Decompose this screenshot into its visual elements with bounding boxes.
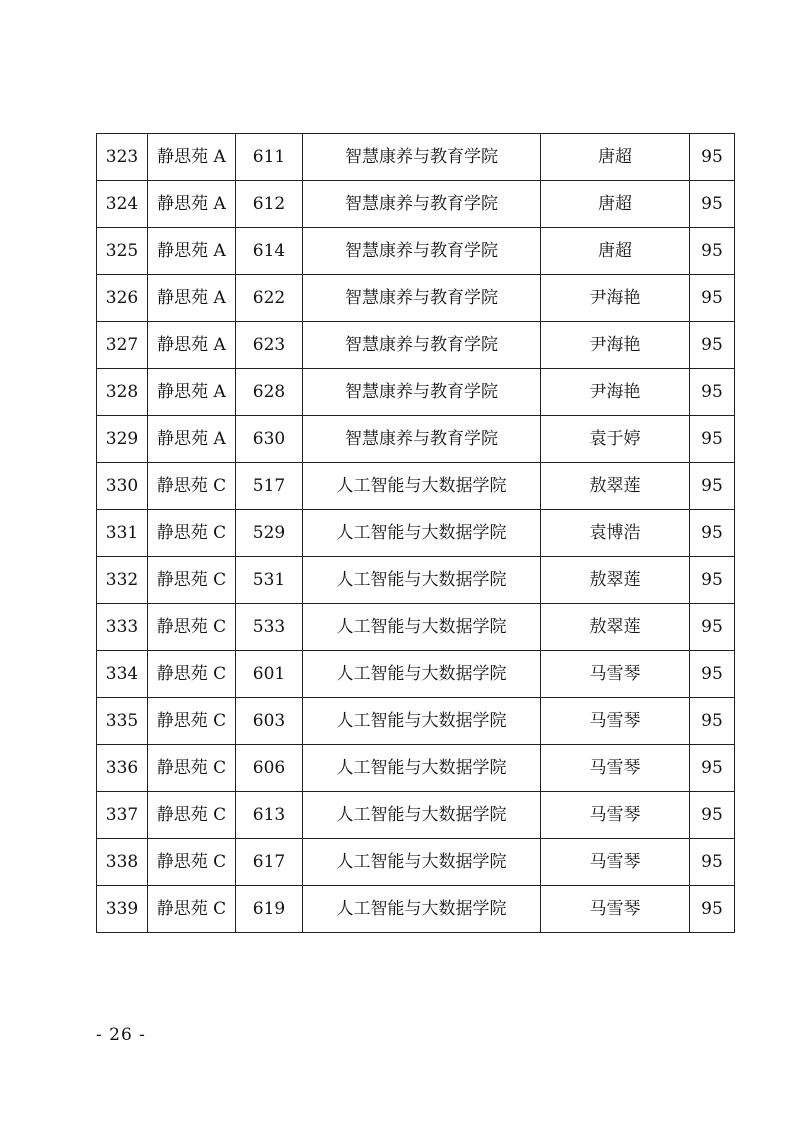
building-cell: 静思苑 C [148,510,236,557]
college-cell: 人工智能与大数据学院 [303,792,541,839]
building-cell: 静思苑 C [148,792,236,839]
score-cell: 95 [690,604,735,651]
table-row [97,322,735,369]
room-number-cell: 601 [236,651,303,698]
building-cell: 静思苑 A [148,416,236,463]
staff-name-cell: 敖翠莲 [541,557,690,604]
row-number-cell: 333 [97,604,148,651]
score-cell: 95 [690,369,735,416]
room-number-cell: 622 [236,275,303,322]
building-cell: 静思苑 C [148,886,236,933]
row-number-cell: 324 [97,181,148,228]
college-cell: 人工智能与大数据学院 [303,886,541,933]
dormitory-score-table [96,133,735,933]
room-number-cell: 614 [236,228,303,275]
score-cell: 95 [690,463,735,510]
staff-name-cell: 马雪琴 [541,745,690,792]
building-cell: 静思苑 A [148,275,236,322]
score-cell: 95 [690,228,735,275]
row-number-cell: 334 [97,651,148,698]
row-number-cell: 328 [97,369,148,416]
staff-name-cell: 尹海艳 [541,275,690,322]
building-cell: 静思苑 C [148,651,236,698]
score-cell: 95 [690,181,735,228]
building-cell: 静思苑 C [148,698,236,745]
table-row [97,839,735,886]
staff-name-cell: 唐超 [541,228,690,275]
row-number-cell: 336 [97,745,148,792]
row-number-cell: 332 [97,557,148,604]
table-row [97,604,735,651]
building-cell: 静思苑 A [148,134,236,181]
room-number-cell: 517 [236,463,303,510]
score-cell: 95 [690,557,735,604]
staff-name-cell: 马雪琴 [541,886,690,933]
staff-name-cell: 马雪琴 [541,651,690,698]
room-number-cell: 531 [236,557,303,604]
table-row [97,557,735,604]
building-cell: 静思苑 A [148,181,236,228]
room-number-cell: 617 [236,839,303,886]
table-row [97,745,735,792]
table-row [97,181,735,228]
row-number-cell: 339 [97,886,148,933]
college-cell: 人工智能与大数据学院 [303,557,541,604]
staff-name-cell: 唐超 [541,134,690,181]
college-cell: 人工智能与大数据学院 [303,463,541,510]
row-number-cell: 337 [97,792,148,839]
score-cell: 95 [690,745,735,792]
table-row [97,886,735,933]
room-number-cell: 628 [236,369,303,416]
college-cell: 智慧康养与教育学院 [303,181,541,228]
table-body [97,134,735,933]
building-cell: 静思苑 A [148,322,236,369]
college-cell: 智慧康养与教育学院 [303,134,541,181]
score-cell: 95 [690,510,735,557]
building-cell: 静思苑 C [148,604,236,651]
building-cell: 静思苑 C [148,557,236,604]
table-row [97,463,735,510]
score-cell: 95 [690,839,735,886]
building-cell: 静思苑 A [148,369,236,416]
staff-name-cell: 敖翠莲 [541,604,690,651]
college-cell: 人工智能与大数据学院 [303,839,541,886]
room-number-cell: 606 [236,745,303,792]
row-number-cell: 330 [97,463,148,510]
college-cell: 人工智能与大数据学院 [303,604,541,651]
table-row [97,369,735,416]
score-cell: 95 [690,322,735,369]
college-cell: 智慧康养与教育学院 [303,228,541,275]
score-cell: 95 [690,416,735,463]
table-row [97,792,735,839]
row-number-cell: 323 [97,134,148,181]
score-cell: 95 [690,275,735,322]
staff-name-cell: 尹海艳 [541,322,690,369]
row-number-cell: 331 [97,510,148,557]
room-number-cell: 619 [236,886,303,933]
row-number-cell: 335 [97,698,148,745]
college-cell: 人工智能与大数据学院 [303,651,541,698]
college-cell: 人工智能与大数据学院 [303,510,541,557]
room-number-cell: 529 [236,510,303,557]
college-cell: 智慧康养与教育学院 [303,369,541,416]
room-number-cell: 603 [236,698,303,745]
row-number-cell: 338 [97,839,148,886]
row-number-cell: 327 [97,322,148,369]
college-cell: 智慧康养与教育学院 [303,416,541,463]
score-cell: 95 [690,651,735,698]
score-cell: 95 [690,792,735,839]
staff-name-cell: 尹海艳 [541,369,690,416]
table-row [97,134,735,181]
staff-name-cell: 袁于婷 [541,416,690,463]
score-cell: 95 [690,886,735,933]
college-cell: 人工智能与大数据学院 [303,745,541,792]
college-cell: 智慧康养与教育学院 [303,275,541,322]
room-number-cell: 611 [236,134,303,181]
building-cell: 静思苑 C [148,839,236,886]
staff-name-cell: 唐超 [541,181,690,228]
staff-name-cell: 敖翠莲 [541,463,690,510]
room-number-cell: 630 [236,416,303,463]
staff-name-cell: 袁博浩 [541,510,690,557]
building-cell: 静思苑 C [148,745,236,792]
room-number-cell: 623 [236,322,303,369]
row-number-cell: 326 [97,275,148,322]
room-number-cell: 612 [236,181,303,228]
page-number: - 26 - [96,1025,146,1045]
table-row [97,275,735,322]
staff-name-cell: 马雪琴 [541,698,690,745]
building-cell: 静思苑 A [148,228,236,275]
room-number-cell: 533 [236,604,303,651]
college-cell: 人工智能与大数据学院 [303,698,541,745]
room-number-cell: 613 [236,792,303,839]
table-row [97,228,735,275]
college-cell: 智慧康养与教育学院 [303,322,541,369]
staff-name-cell: 马雪琴 [541,792,690,839]
table-row [97,510,735,557]
table-row [97,698,735,745]
table-row [97,651,735,698]
staff-name-cell: 马雪琴 [541,839,690,886]
row-number-cell: 325 [97,228,148,275]
score-cell: 95 [690,698,735,745]
row-number-cell: 329 [97,416,148,463]
building-cell: 静思苑 C [148,463,236,510]
table-row [97,416,735,463]
score-cell: 95 [690,134,735,181]
